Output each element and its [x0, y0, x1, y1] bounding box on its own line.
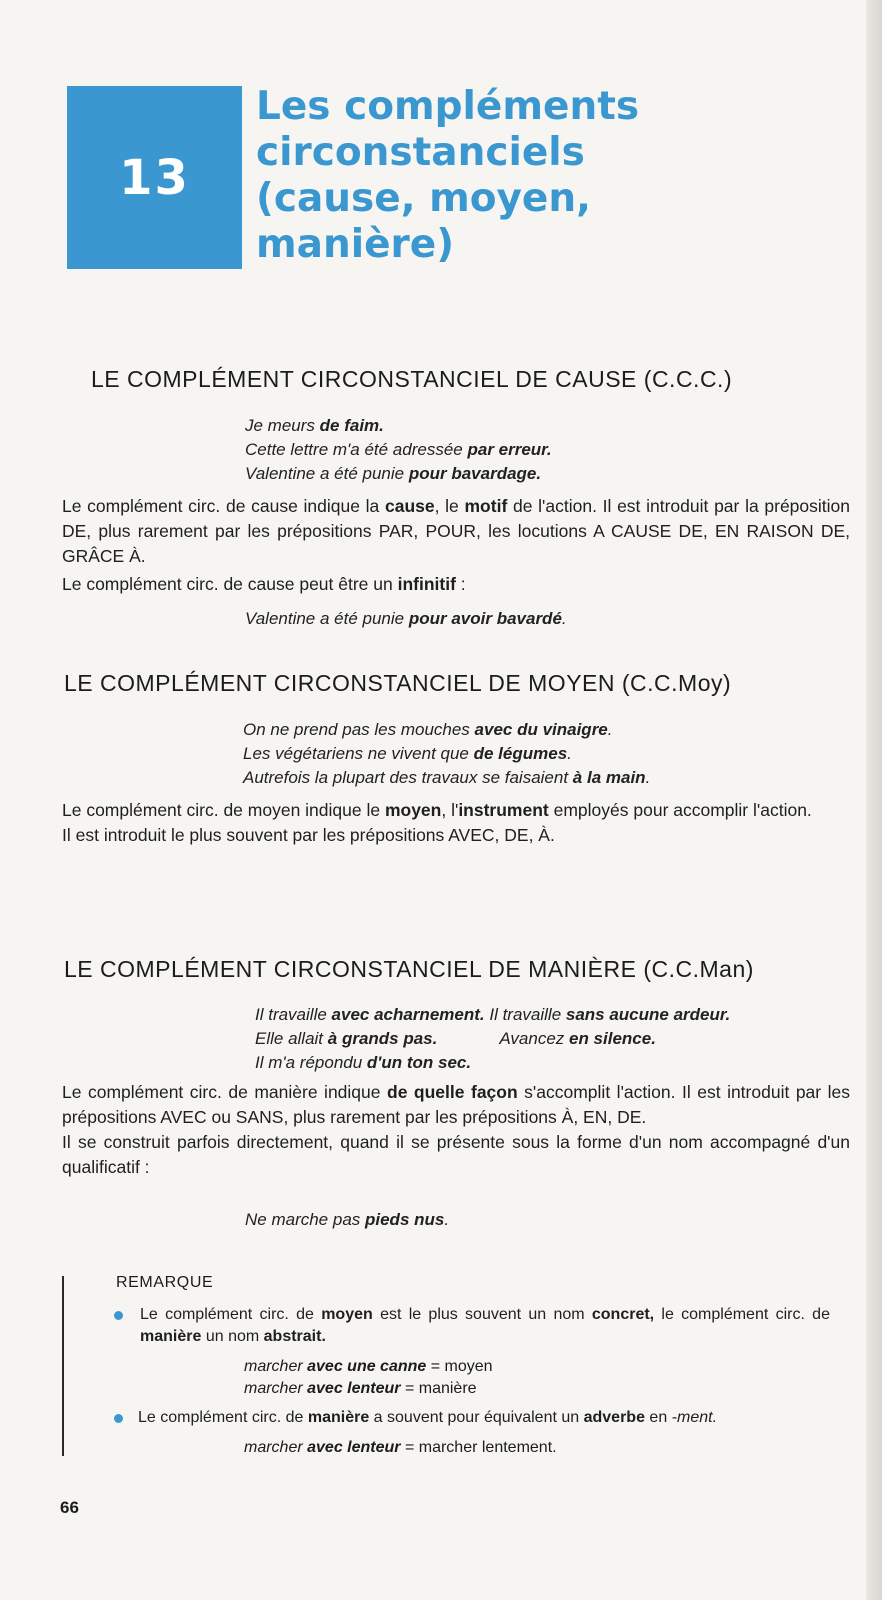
remark-example-line: marcher avec lenteur = manière [244, 1380, 477, 1397]
paragraph-cause-infinitif: Le complément circ. de cause peut être un infinitif : [62, 574, 466, 594]
section-heading-moyen: LE COMPLÉMENT CIRCONSTANCIEL DE MOYEN (C.C.Moy) [64, 670, 732, 696]
example-line: Les végétariens ne vivent que de légumes. [243, 744, 572, 763]
example-line: Il travaille avec acharnement. Il travaille sans aucune ardeur. [255, 1005, 731, 1024]
remark-title: REMARQUE [116, 1274, 214, 1291]
examples-cause [245, 414, 552, 486]
chapter-title-line: (cause, moyen, [256, 176, 591, 221]
bullet-icon [114, 1414, 123, 1423]
section-heading-maniere: LE COMPLÉMENT CIRCONSTANCIEL DE MANIÈRE (C.C.Man) [64, 956, 754, 982]
example-line: Je meurs de faim. [245, 416, 384, 435]
example-cause-infinitif: Valentine a été punie pour avoir bavardé. [245, 609, 567, 628]
page-number: 66 [60, 1498, 79, 1517]
example-maniere-direct: Ne marche pas pieds nus. [245, 1210, 450, 1229]
paragraph-maniere-definition: Le complément circ. de manière indique de quelle façon s'accomplit l'action. Il est introduit par les prépositions AVEC ou SANS, plus rarement par les prépositions À, EN, DE. Il se construit parfois directement, quand il se présente sous la forme d'un nom accompagné d'un qualificatif : [62, 1080, 850, 1180]
example-line: Cette lettre m'a été adressée par erreur. [245, 440, 552, 459]
paragraph-moyen-prepositions: Il est introduit le plus souvent par les prépositions AVEC, DE, À. [62, 825, 555, 845]
remark-point-1: Le complément circ. de moyen est le plus souvent un nom concret, le complément circ. de manière un nom abstrait. [140, 1306, 830, 1345]
chapter-title-line: manière) [256, 222, 455, 267]
page-edge [866, 0, 882, 1600]
chapter-number-box [67, 86, 242, 269]
remark-rule [62, 1276, 64, 1456]
paragraph-maniere-construction: Il se construit parfois directement, quand il se présente sous la forme d'un nom accompagné d'un qualificatif : [62, 1132, 850, 1177]
examples-moyen [243, 718, 650, 790]
chapter-title [256, 84, 816, 268]
example-line: Autrefois la plupart des travaux se faisaient à la main. [243, 768, 651, 787]
chapter-number: 13 [119, 149, 190, 206]
bullet-icon [114, 1311, 123, 1320]
example-line: On ne prend pas les mouches avec du vinaigre. [243, 720, 613, 739]
remark-example-line: marcher avec une canne = moyen [244, 1358, 493, 1375]
remark-example-line: marcher avec lenteur = marcher lentement. [244, 1439, 557, 1456]
example-line: Elle allait à grands pas. Avancez en silence. [255, 1029, 656, 1048]
paragraph-moyen-definition: Le complément circ. de moyen indique le moyen, l'instrument employés pour accomplir l'action. Il est introduit le plus souvent par les prépositions AVEC, DE, À. [62, 798, 850, 848]
section-heading-cause: LE COMPLÉMENT CIRCONSTANCIEL DE CAUSE (C.C.C.) [91, 366, 733, 392]
remark-point-2: Le complément circ. de manière a souvent pour équivalent un adverbe en -ment. [138, 1409, 718, 1426]
chapter-title-line: circonstanciels [256, 130, 585, 175]
examples-maniere [255, 1003, 730, 1075]
example-line: Il m'a répondu d'un ton sec. [255, 1053, 472, 1072]
chapter-title-line: Les compléments [256, 84, 640, 129]
example-line: Valentine a été punie pour bavardage. [245, 464, 542, 483]
paragraph-cause-definition: Le complément circ. de cause indique la cause, le motif de l'action. Il est introduit par la préposition DE, plus rarement par les prépositions PAR, POUR, les locutions A CAUSE DE, EN RAISON DE, GRÂCE À. [62, 496, 851, 566]
